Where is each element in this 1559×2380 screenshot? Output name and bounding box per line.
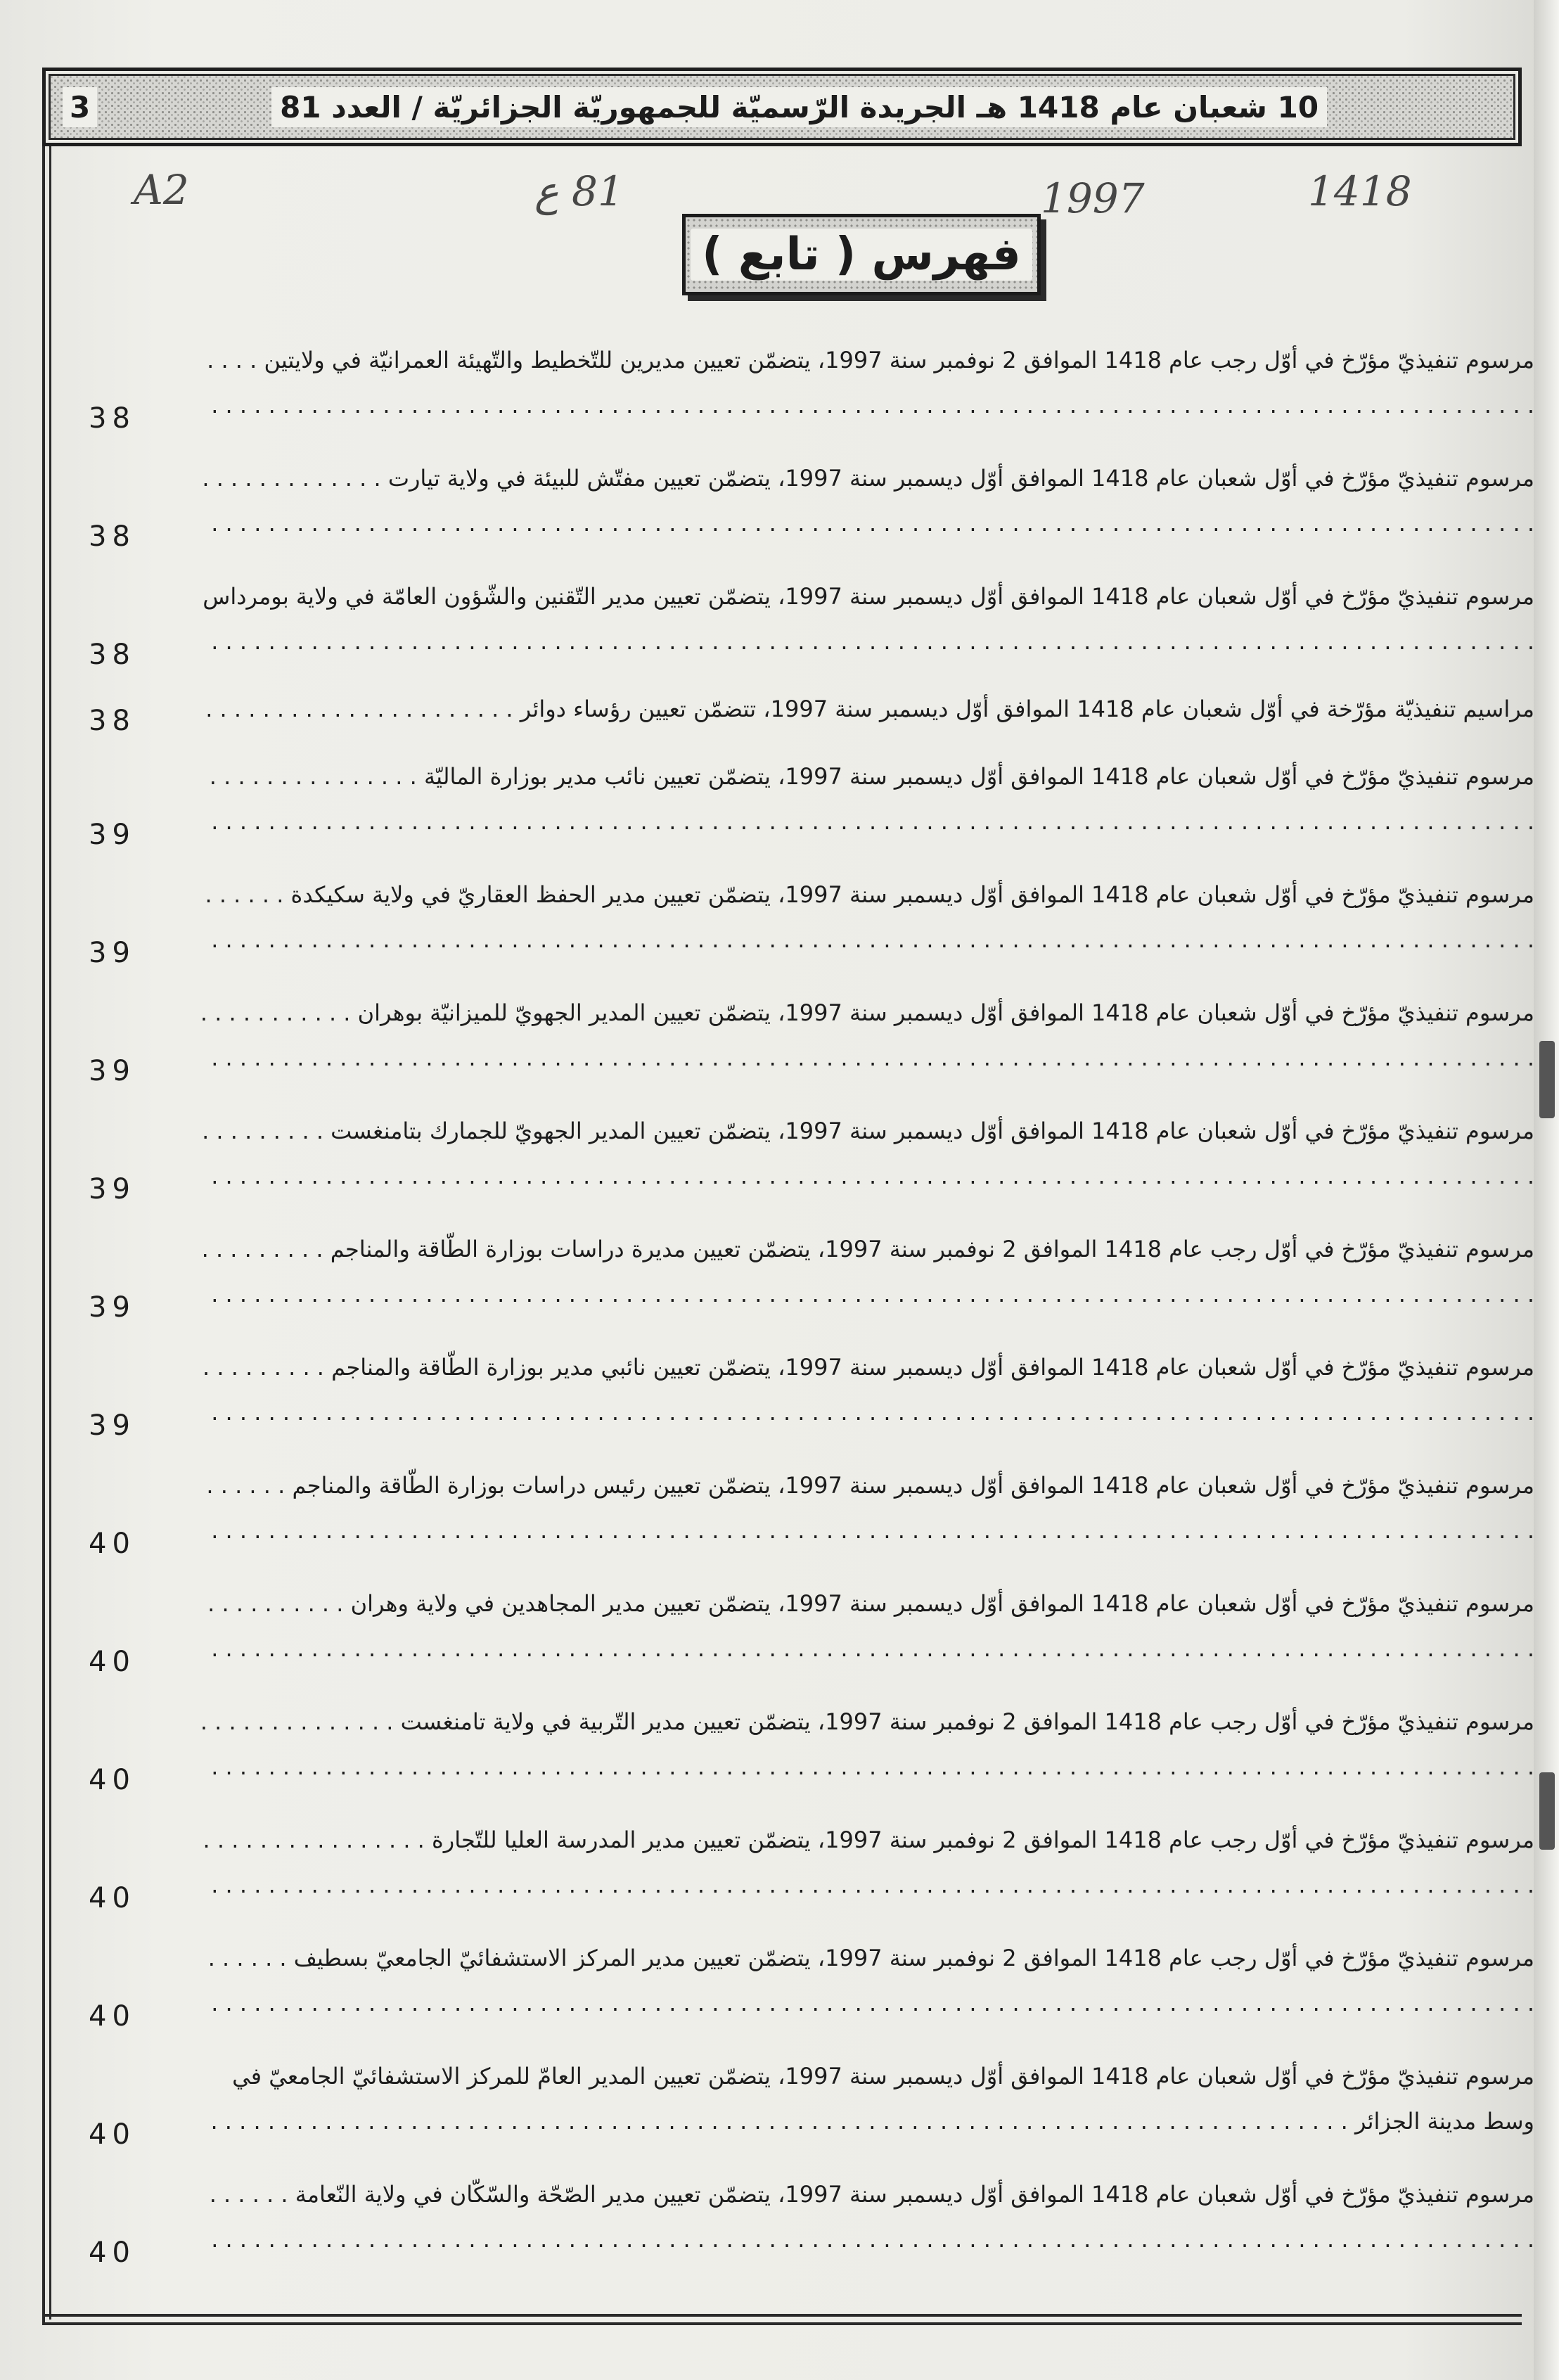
gazette-header <box>42 68 1522 146</box>
entry-text: مرسوم تنفيذيّ مؤرّخ في أوّل شعبان عام 1418 الموافق أوّل ديسمبر سنة 1997، يتضمّن تعيين المدير العامّ للمركز الاستشفائيّ الجامعيّ في وسط مدينة الجزائر . . . <box>198 2054 1534 2145</box>
index-entry <box>63 990 1534 1103</box>
staple-mark <box>1539 1772 1555 1850</box>
entry-page-number: 40 <box>89 1764 136 1796</box>
entry-text: مرسوم تنفيذيّ مؤرّخ في أوّل رجب عام 1418 الموافق 2 نوفمبر سنة 1997، يتضمّن تعيين مدير المركز الاستشفائيّ الجامعيّ بسطيف . . . <box>198 1936 1534 2027</box>
handwritten-note: 1997 <box>1041 174 1145 222</box>
index-entry <box>63 456 1534 568</box>
entry-page-number: 40 <box>89 1882 136 1914</box>
index-entry <box>63 686 1534 743</box>
entry-text: مرسوم تنفيذيّ مؤرّخ في أوّل رجب عام 1418 الموافق 2 نوفمبر سنة 1997، يتضمّن تعيين مدير المدرسة العليا للتّجارة . . . <box>198 1817 1534 1909</box>
index-entry <box>63 2054 1534 2166</box>
entry-page-number: 38 <box>89 402 136 435</box>
frame-rule <box>42 146 45 2324</box>
entry-text: مرسوم تنفيذيّ مؤرّخ في أوّل شعبان عام 1418 الموافق أوّل ديسمبر سنة 1997، يتضمّن تعيين المدير الجهويّ للجمارك بتامنغست . . . <box>198 1108 1534 1200</box>
entry-text: مرسوم تنفيذيّ مؤرّخ في أوّل شعبان عام 1418 الموافق أوّل ديسمبر سنة 1997، يتضمّن تعيين مدير الصّحّة والسّكّان في ولاية النّعامة . . . <box>198 2172 1534 2263</box>
entry-text: مرسوم تنفيذيّ مؤرّخ في أوّل شعبان عام 1418 الموافق أوّل ديسمبر سنة 1997، يتضمّن تعيين مفتّش للبيئة في ولاية تيارت . . . <box>198 456 1534 547</box>
entry-page-number: 40 <box>89 2000 136 2033</box>
index-entry <box>63 1463 1534 1575</box>
bottom-frame-rule <box>42 2314 1522 2325</box>
entry-text: مرسوم تنفيذيّ مؤرّخ في أوّل رجب عام 1418 الموافق 2 نوفمبر سنة 1997، يتضمّن تعيين مدير التّربية في ولاية تامنغست . . . <box>198 1699 1534 1791</box>
entry-page-number: 39 <box>89 1409 136 1442</box>
index-entry <box>63 1345 1534 1457</box>
handwritten-note: 81 ع <box>534 167 624 215</box>
entry-text: مرسوم تنفيذيّ مؤرّخ في أوّل رجب عام 1418 الموافق 2 نوفمبر سنة 1997، يتضمّن تعيين مديرة دراسات بوزارة الطّاقة والمناجم . . . <box>198 1227 1534 1318</box>
entry-page-number: 38 <box>89 520 136 553</box>
entry-page-number: 39 <box>89 937 136 969</box>
section-title: فهرس ( تابع ) <box>691 229 1032 281</box>
entry-text: مراسيم تنفيذيّة مؤرّخة في أوّل شعبان عام 1418 الموافق أوّل ديسمبر سنة 1997، تتضمّن تعيين رؤساء دوائر . . . <box>198 686 1534 731</box>
index-entry <box>63 2172 1534 2284</box>
handwritten-note: 1418 <box>1308 167 1412 215</box>
frame-rule <box>49 146 51 2320</box>
index-entry <box>63 872 1534 985</box>
entry-text: مرسوم تنفيذيّ مؤرّخ في أوّل شعبان عام 1418 الموافق أوّل ديسمبر سنة 1997، يتضمّن تعيين رئيس دراسات بوزارة الطّاقة والمناجم . . . <box>198 1463 1534 1554</box>
entry-page-number: 40 <box>89 1646 136 1678</box>
staple-mark <box>1539 1041 1555 1118</box>
entry-page-number: 39 <box>89 1291 136 1324</box>
entry-text: مرسوم تنفيذيّ مؤرّخ في أوّل شعبان عام 1418 الموافق أوّل ديسمبر سنة 1997، يتضمّن تعيين المدير الجهويّ للميزانيّة بوهران . . . <box>198 990 1534 1082</box>
header-page-number: 3 <box>63 87 97 127</box>
entry-text: مرسوم تنفيذيّ مؤرّخ في أوّل رجب عام 1418 الموافق 2 نوفمبر سنة 1997، يتضمّن تعيين مديرين للتّخطيط والتّهيئة العمرانيّة في ولايتين . . . <box>198 338 1534 429</box>
entry-text: مرسوم تنفيذيّ مؤرّخ في أوّل شعبان عام 1418 الموافق أوّل ديسمبر سنة 1997، يتضمّن تعيين نائب مدير بوزارة الماليّة . . . <box>198 754 1534 845</box>
index-entry <box>63 1108 1534 1221</box>
index-entry <box>63 1699 1534 1812</box>
index-entry <box>63 1581 1534 1694</box>
entry-page-number: 38 <box>89 639 136 671</box>
index-entry <box>63 338 1534 450</box>
page-edge <box>1534 0 1559 2380</box>
entry-page-number: 40 <box>89 2237 136 2269</box>
entry-text: مرسوم تنفيذيّ مؤرّخ في أوّل شعبان عام 1418 الموافق أوّل ديسمبر سنة 1997، يتضمّن تعيين نائبي مدير بوزارة الطّاقة والمناجم . . . <box>198 1345 1534 1436</box>
handwritten-note: A2 <box>134 166 189 214</box>
entry-text: مرسوم تنفيذيّ مؤرّخ في أوّل شعبان عام 1418 الموافق أوّل ديسمبر سنة 1997، يتضمّن تعيين مدير الحفظ العقاريّ في ولاية سكيكدة . . . <box>198 872 1534 964</box>
index-entry <box>63 1936 1534 2048</box>
index-entry <box>63 574 1534 686</box>
entry-page-number: 40 <box>89 2118 136 2151</box>
header-title: 10 شعبان عام 1418 هـ الجريدة الرّسميّة للجمهوريّة الجزائريّة / العدد 81 <box>271 87 1327 127</box>
entry-page-number: 39 <box>89 1055 136 1087</box>
section-title-box <box>682 214 1041 295</box>
entry-page-number: 40 <box>89 1528 136 1560</box>
entry-page-number: 39 <box>89 819 136 851</box>
entry-page-number: 38 <box>89 705 136 737</box>
entry-page-number: 39 <box>89 1173 136 1205</box>
entry-text: مرسوم تنفيذيّ مؤرّخ في أوّل شعبان عام 1418 الموافق أوّل ديسمبر سنة 1997، يتضمّن تعيين مدير التّقنين والشّؤون العامّة في ولاية بومرداس . . . <box>198 574 1534 665</box>
index-entry <box>63 1227 1534 1339</box>
index-entry <box>63 754 1534 866</box>
index-entry <box>63 1817 1534 1930</box>
entry-text: مرسوم تنفيذيّ مؤرّخ في أوّل شعبان عام 1418 الموافق أوّل ديسمبر سنة 1997، يتضمّن تعيين مدير المجاهدين في ولاية وهران . . . <box>198 1581 1534 1672</box>
